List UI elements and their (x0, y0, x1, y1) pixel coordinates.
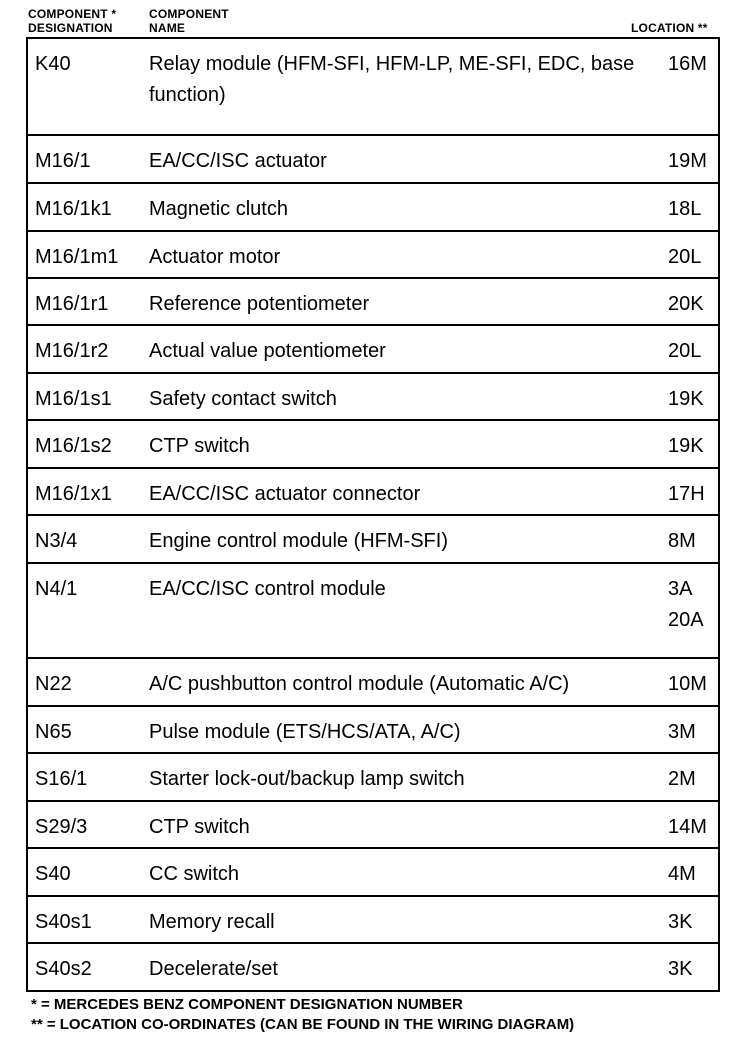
row-name: Safety contact switch (149, 388, 337, 410)
row-name: Memory recall (149, 911, 275, 933)
header-name (149, 7, 229, 35)
row-location: 2M (668, 768, 696, 790)
header-name-line2: NAME (149, 21, 186, 35)
table-row (28, 324, 718, 372)
footnote-location: ** = LOCATION CO-ORDINATES (CAN BE FOUND IN THE WIRING DIAGRAM) (31, 1016, 575, 1033)
row-location: 3M (668, 721, 696, 743)
table-row (28, 467, 718, 514)
row-name: CC switch (149, 863, 240, 885)
row-name: Engine control module (HFM-SFI) (149, 530, 448, 552)
row-name: EA/CC/ISC actuator (149, 150, 327, 172)
row-name: CTP switch (149, 816, 250, 838)
row-name: Actual value potentiometer (149, 340, 386, 362)
table-row (28, 39, 718, 134)
table-row (28, 752, 718, 800)
table-row (28, 895, 718, 942)
table-row (28, 182, 718, 230)
header-designation (28, 7, 116, 35)
table-row (28, 800, 718, 847)
table-row (28, 562, 718, 657)
row-name: Magnetic clutch (149, 198, 288, 220)
row-location: 20L (668, 340, 702, 362)
row-name: EA/CC/ISC control module (149, 578, 386, 600)
row-designation: M16/1x1 (35, 483, 112, 505)
row-designation: N3/4 (35, 530, 78, 552)
row-location: 3K (668, 958, 693, 980)
row-location-secondary: 20A (668, 609, 704, 631)
row-location: 18L (668, 198, 702, 220)
header-designation-line1: COMPONENT * (28, 7, 117, 21)
table-row (28, 419, 718, 467)
table-row (28, 372, 718, 419)
row-location (668, 574, 718, 636)
row-name: Actuator motor (149, 246, 281, 268)
row-name: EA/CC/ISC actuator connector (149, 483, 421, 505)
row-designation: M16/1s2 (35, 435, 112, 457)
row-name: Decelerate/set (149, 958, 278, 980)
row-designation: S40s2 (35, 958, 92, 980)
row-designation: N4/1 (35, 578, 78, 600)
row-designation: N22 (35, 673, 72, 695)
row-designation: S40 (35, 863, 71, 885)
row-designation: S40s1 (35, 911, 92, 933)
row-location: 16M (668, 53, 707, 75)
table-row (28, 847, 718, 895)
row-name: Relay module (HFM-SFI, HFM-LP, ME-SFI, EDC, base function) (149, 53, 635, 106)
row-name: A/C pushbutton control module (Automatic A/C) (149, 673, 570, 695)
row-designation: M16/1 (35, 150, 91, 172)
row-designation: M16/1s1 (35, 388, 112, 410)
row-name: Starter lock-out/backup lamp switch (149, 768, 465, 790)
table-row (28, 657, 718, 705)
table-row (28, 230, 718, 277)
row-location: 14M (668, 816, 707, 838)
row-location: 3K (668, 911, 693, 933)
row-location: 4M (668, 863, 696, 885)
component-table (26, 37, 720, 992)
footnote-designation: * = MERCEDES BENZ COMPONENT DESIGNATION NUMBER (31, 996, 463, 1013)
row-location: 20K (668, 293, 704, 315)
table-row (28, 942, 718, 990)
row-location: 8M (668, 530, 696, 552)
row-location: 17H (668, 483, 705, 505)
row-designation: M16/1m1 (35, 246, 119, 268)
row-designation: K40 (35, 53, 71, 75)
row-location: 19K (668, 388, 704, 410)
footnotes (31, 995, 574, 1035)
header-name-line1: COMPONENT (149, 7, 229, 21)
row-designation: S29/3 (35, 816, 88, 838)
table-row (28, 514, 718, 562)
row-location: 19M (668, 150, 707, 172)
row-name: CTP switch (149, 435, 250, 457)
row-designation: M16/1k1 (35, 198, 112, 220)
row-designation: S16/1 (35, 768, 88, 790)
row-name: Pulse module (ETS/HCS/ATA, A/C) (149, 721, 461, 743)
row-designation: M16/1r2 (35, 340, 109, 362)
row-location: 19K (668, 435, 704, 457)
row-name: Reference potentiometer (149, 293, 370, 315)
row-location-primary: 3A (668, 578, 693, 600)
table-row (28, 277, 718, 324)
table-row (28, 134, 718, 182)
header-designation-line2: DESIGNATION (28, 21, 113, 35)
row-designation: M16/1r1 (35, 293, 109, 315)
row-location: 20L (668, 246, 702, 268)
table-row (28, 705, 718, 752)
row-designation: N65 (35, 721, 72, 743)
header-location: LOCATION ** (631, 21, 708, 35)
row-location: 10M (668, 673, 707, 695)
